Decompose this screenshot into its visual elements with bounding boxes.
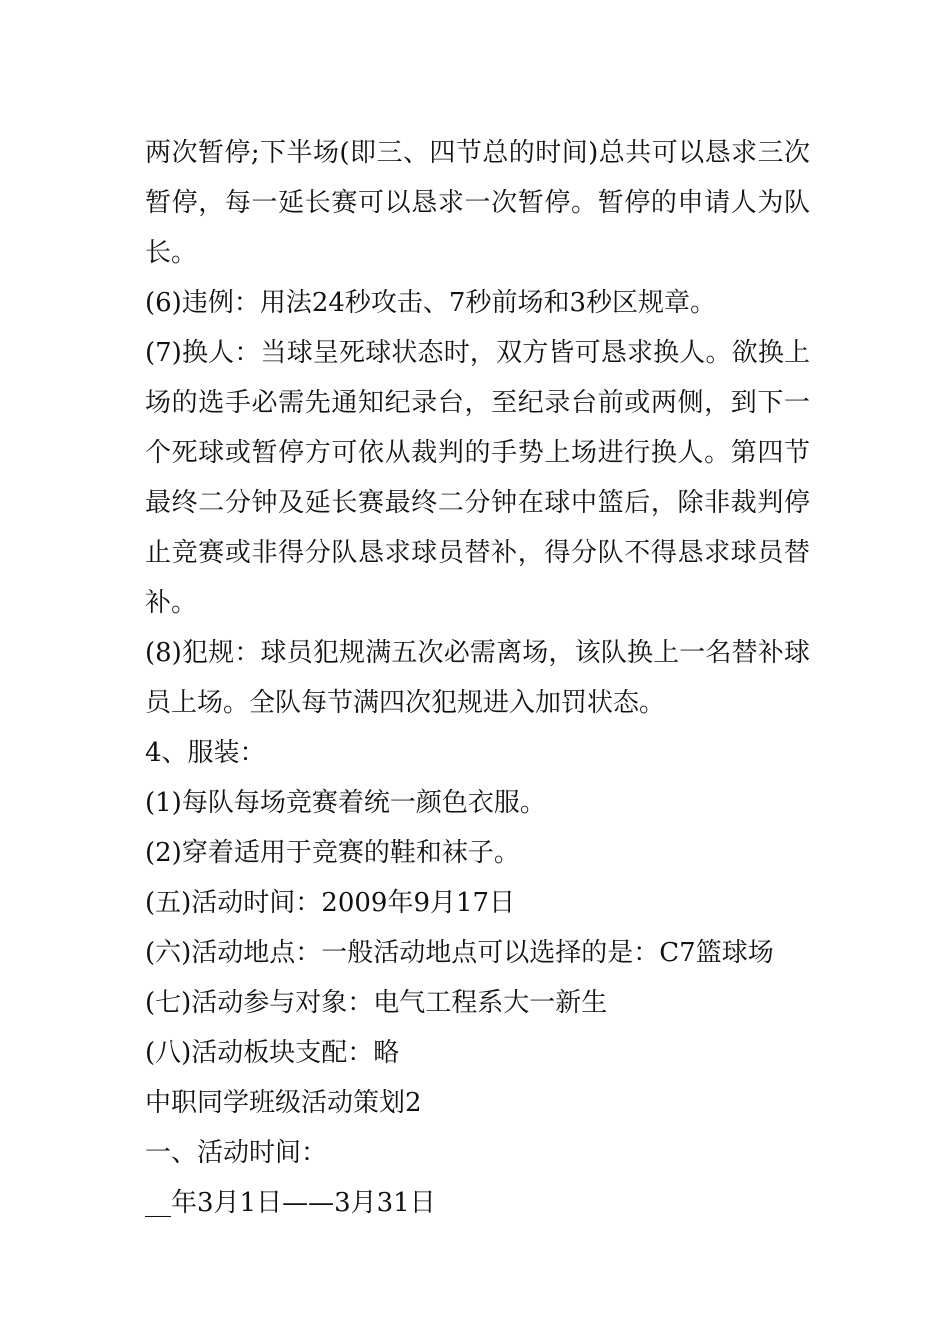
text-line: (7)换人：当球呈死球状态时，双方皆可恳求换人。欲换上 [145,338,810,368]
text-line: 暂停，每一延长赛可以恳求一次暂停。暂停的申请人为队 [145,188,810,218]
text-line: 长。 [145,238,198,268]
text-line: 场的选手必需先通知纪录台，至纪录台前或两侧，到下一 [145,388,810,418]
text-line: 两次暂停;下半场(即三、四节总的时间)总共可以恳求三次 [145,138,810,168]
text-line: 个死球或暂停方可依从裁判的手势上场进行换人。第四节 [145,438,810,468]
text-line: (五)活动时间：2009年9月17日 [145,888,516,918]
text-line: (八)活动板块支配：略 [145,1038,400,1068]
text-line: (2)穿着适用于竞赛的鞋和袜子。 [145,838,520,868]
text-line: (六)活动地点：一般活动地点可以选择的是：C7篮球场 [145,938,774,968]
text-line: (七)活动参与对象：电气工程系大一新生 [145,988,608,1018]
section-heading: 4、服装： [145,738,266,768]
text-line: (8)犯规：球员犯规满五次必需离场，该队换上一名替补球 [145,638,810,668]
text-line: 最终二分钟及延长赛最终二分钟在球中篮后，除非裁判停 [145,488,810,518]
body-text [145,128,810,1228]
text-line: 止竞赛或非得分队恳求球员替补，得分队不得恳求球员替 [145,538,810,568]
text-line: (1)每队每场竞赛着统一颜色衣服。 [145,788,546,818]
text-line: 员上场。全队每节满四次犯规进入加罚状态。 [145,688,666,718]
section-heading: 一、活动时间： [145,1138,328,1168]
text-line: __年3月1日——3月31日 [145,1188,436,1218]
text-line: (6)违例：用法24秒攻击、7秒前场和3秒区规章。 [145,288,716,318]
document-title: 中职同学班级活动策划2 [145,1088,422,1118]
text-line: 补。 [145,588,198,618]
